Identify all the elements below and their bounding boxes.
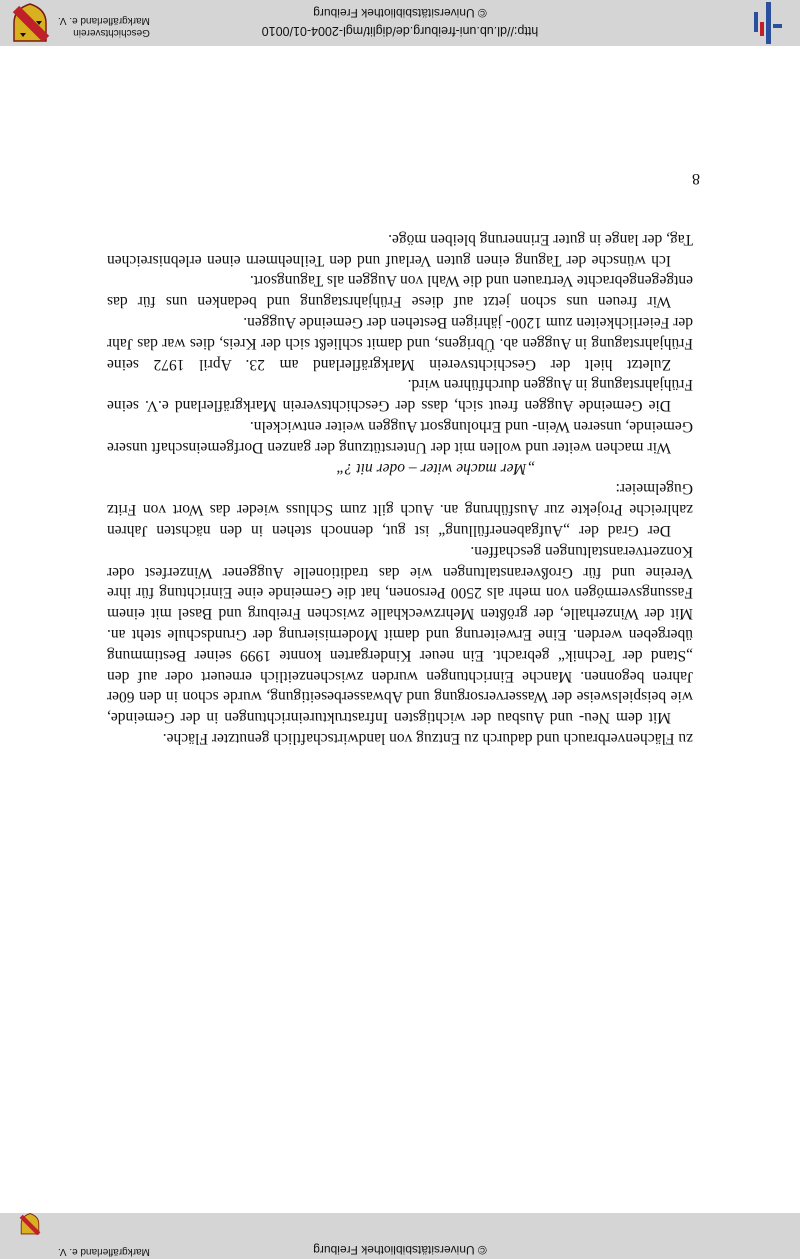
paragraph: Wir freuen uns schon jetzt auf diese Frühjahrstagung und bedanken uns für das entgegengebrachte Vertrauen und die Wahl von Auggen als Tagungsort. <box>107 272 693 311</box>
quotation: „Mer mache witer – oder nit ?“ <box>336 459 535 477</box>
page-number: 8 <box>692 170 700 187</box>
society-name-line2: Markgräflerland e. V. <box>58 15 150 26</box>
article-body <box>107 228 693 748</box>
header-band-partial <box>0 1213 800 1259</box>
coat-of-arms-icon <box>8 1213 52 1235</box>
paragraph: zu Flächenverbrauch und dadurch zu Entzug von landwirtschaftlich genutzter Fläche. <box>162 730 693 747</box>
paragraph: Wir machen weiter und wollen mit der Unterstützung der ganzen Dorfgemeinschaft unsere Gemeinde, unseren Wein- und Erholungsort Auggen weiter entwickeln. <box>107 418 693 456</box>
source-url[interactable]: http://dl.ub.uni-freiburg.de/diglit/mgl-2004-01/0010 <box>261 24 539 38</box>
society-name-line1: Geschichtsverein <box>73 27 150 38</box>
paragraph: Zuletzt hielt der Geschichtsverein Markgräflerland am 23. April 1972 seine Frühjahrstagung in Auggen ab. Übrigens, und damit schließt sich der Kreis, dies war das Jahr der Feierlichkeiten zum 1200- jährigen Bestehen der Gemeinde Auggen. <box>107 314 693 373</box>
coat-of-arms-icon <box>8 3 52 43</box>
paragraph: Der Grad der „Aufgabenerfüllung“ ist gut, dennoch stehen in den nächsten Jahren zahlreiche Projekte zur Ausführung an. Auch gilt zum Schluss wieder das Wort von Fritz Gugelmeier: <box>107 480 693 540</box>
society-name-partial: Markgräflerland e. V. <box>58 1246 150 1257</box>
copyright-notice-partial: © Universitätsbibliothek Freiburg <box>313 1243 487 1257</box>
footer-band <box>0 0 800 46</box>
society-name <box>58 14 150 38</box>
paragraph: Mit dem Neu- und Ausbau der wichtigsten Infrastruktureinrichtungen in der Gemeinde, wie beispielsweise der Wasserversorgung und Abwasserbeseitigung, wurde schon in den 60er Jahren begonnen. Manche Einrichtungen wurden zwischenzeitlich erneuert oder auf den „Stand der Technik“ gebracht. Ein neuer Kindergarten konnte 1999 seiner Bestimmung übergeben werden. Eine Erweiterung und damit Modernisierung der Grundschule steht an. Mit der Winzerhalle, der größten Mehrzweckhalle zwischen Freiburg und Basel mit einem Fassungsvermögen von mehr als 2500 Personen, hat die Gemeinde eine Einrichtung für ihre Vereine und für Großveranstaltungen wie das traditionelle Auggener Winzerfest oder Konzertveranstaltungen geschaffen. <box>107 542 693 727</box>
paragraph: Die Gemeinde Auggen freut sich, dass der Geschichtsverein Markgräflerland e.V. seine Frühjahrstagung in Auggen durchführen wird. <box>107 376 693 415</box>
paragraph: Ich wünsche der Tagung einen guten Verlauf und den Teilnehmern einen erlebnisreichen Tag, der lange in guter Erinnerung bleiben möge. <box>107 230 693 269</box>
copyright-notice: © Universitätsbibliothek Freiburg <box>313 6 487 20</box>
